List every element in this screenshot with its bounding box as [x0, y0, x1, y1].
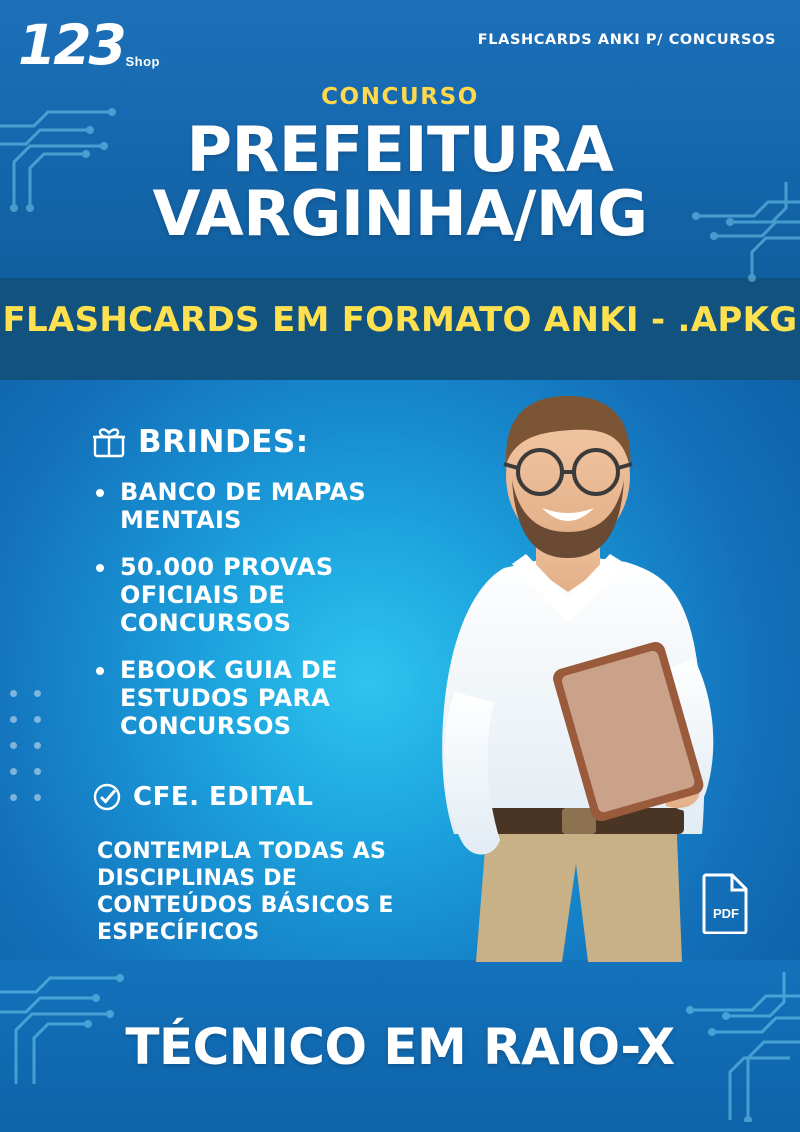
- tagline: FLASHCARDS ANKI P/ CONCURSOS: [477, 32, 776, 48]
- bonus-heading-text: BRINDES:: [138, 424, 309, 460]
- list-item: BANCO DE MAPAS MENTAIS: [92, 478, 422, 534]
- page-title-line1: PREFEITURA: [186, 113, 614, 186]
- person-photo: [376, 372, 756, 962]
- page-title-line2: VARGINHA/MG: [152, 177, 648, 250]
- pdf-badge-label: PDF: [713, 906, 739, 921]
- list-item: EBOOK GUIA DE ESTUDOS PARA CONCURSOS: [92, 656, 422, 740]
- edital-heading: [92, 782, 313, 812]
- pdf-badge: [700, 872, 752, 934]
- brand-logo-suffix: Shop: [125, 54, 160, 69]
- footer-role-title: TÉCNICO EM RAIO-X: [125, 1018, 675, 1076]
- bonus-heading: [92, 424, 309, 460]
- list-item: 50.000 PROVAS OFICIAIS DE CONCURSOS: [92, 553, 422, 637]
- dot-grid-left: [10, 690, 50, 810]
- check-circle-icon: [92, 782, 122, 812]
- gift-icon: [92, 425, 126, 459]
- edital-heading-text: CFE. EDITAL: [133, 782, 314, 812]
- format-banner-text: FLASHCARDS EM FORMATO ANKI - .APKG: [2, 300, 798, 340]
- brand-logo[interactable]: [18, 13, 168, 78]
- page-title: [0, 113, 800, 250]
- edital-text: CONTEMPLA TODAS AS DISCIPLINAS DE CONTEÚDOS BÁSICOS E ESPECÍFICOS: [97, 839, 394, 945]
- brand-logo-number: 123: [18, 13, 124, 77]
- bonus-list: [92, 478, 422, 759]
- kicker-concurso: CONCURSO: [321, 84, 479, 110]
